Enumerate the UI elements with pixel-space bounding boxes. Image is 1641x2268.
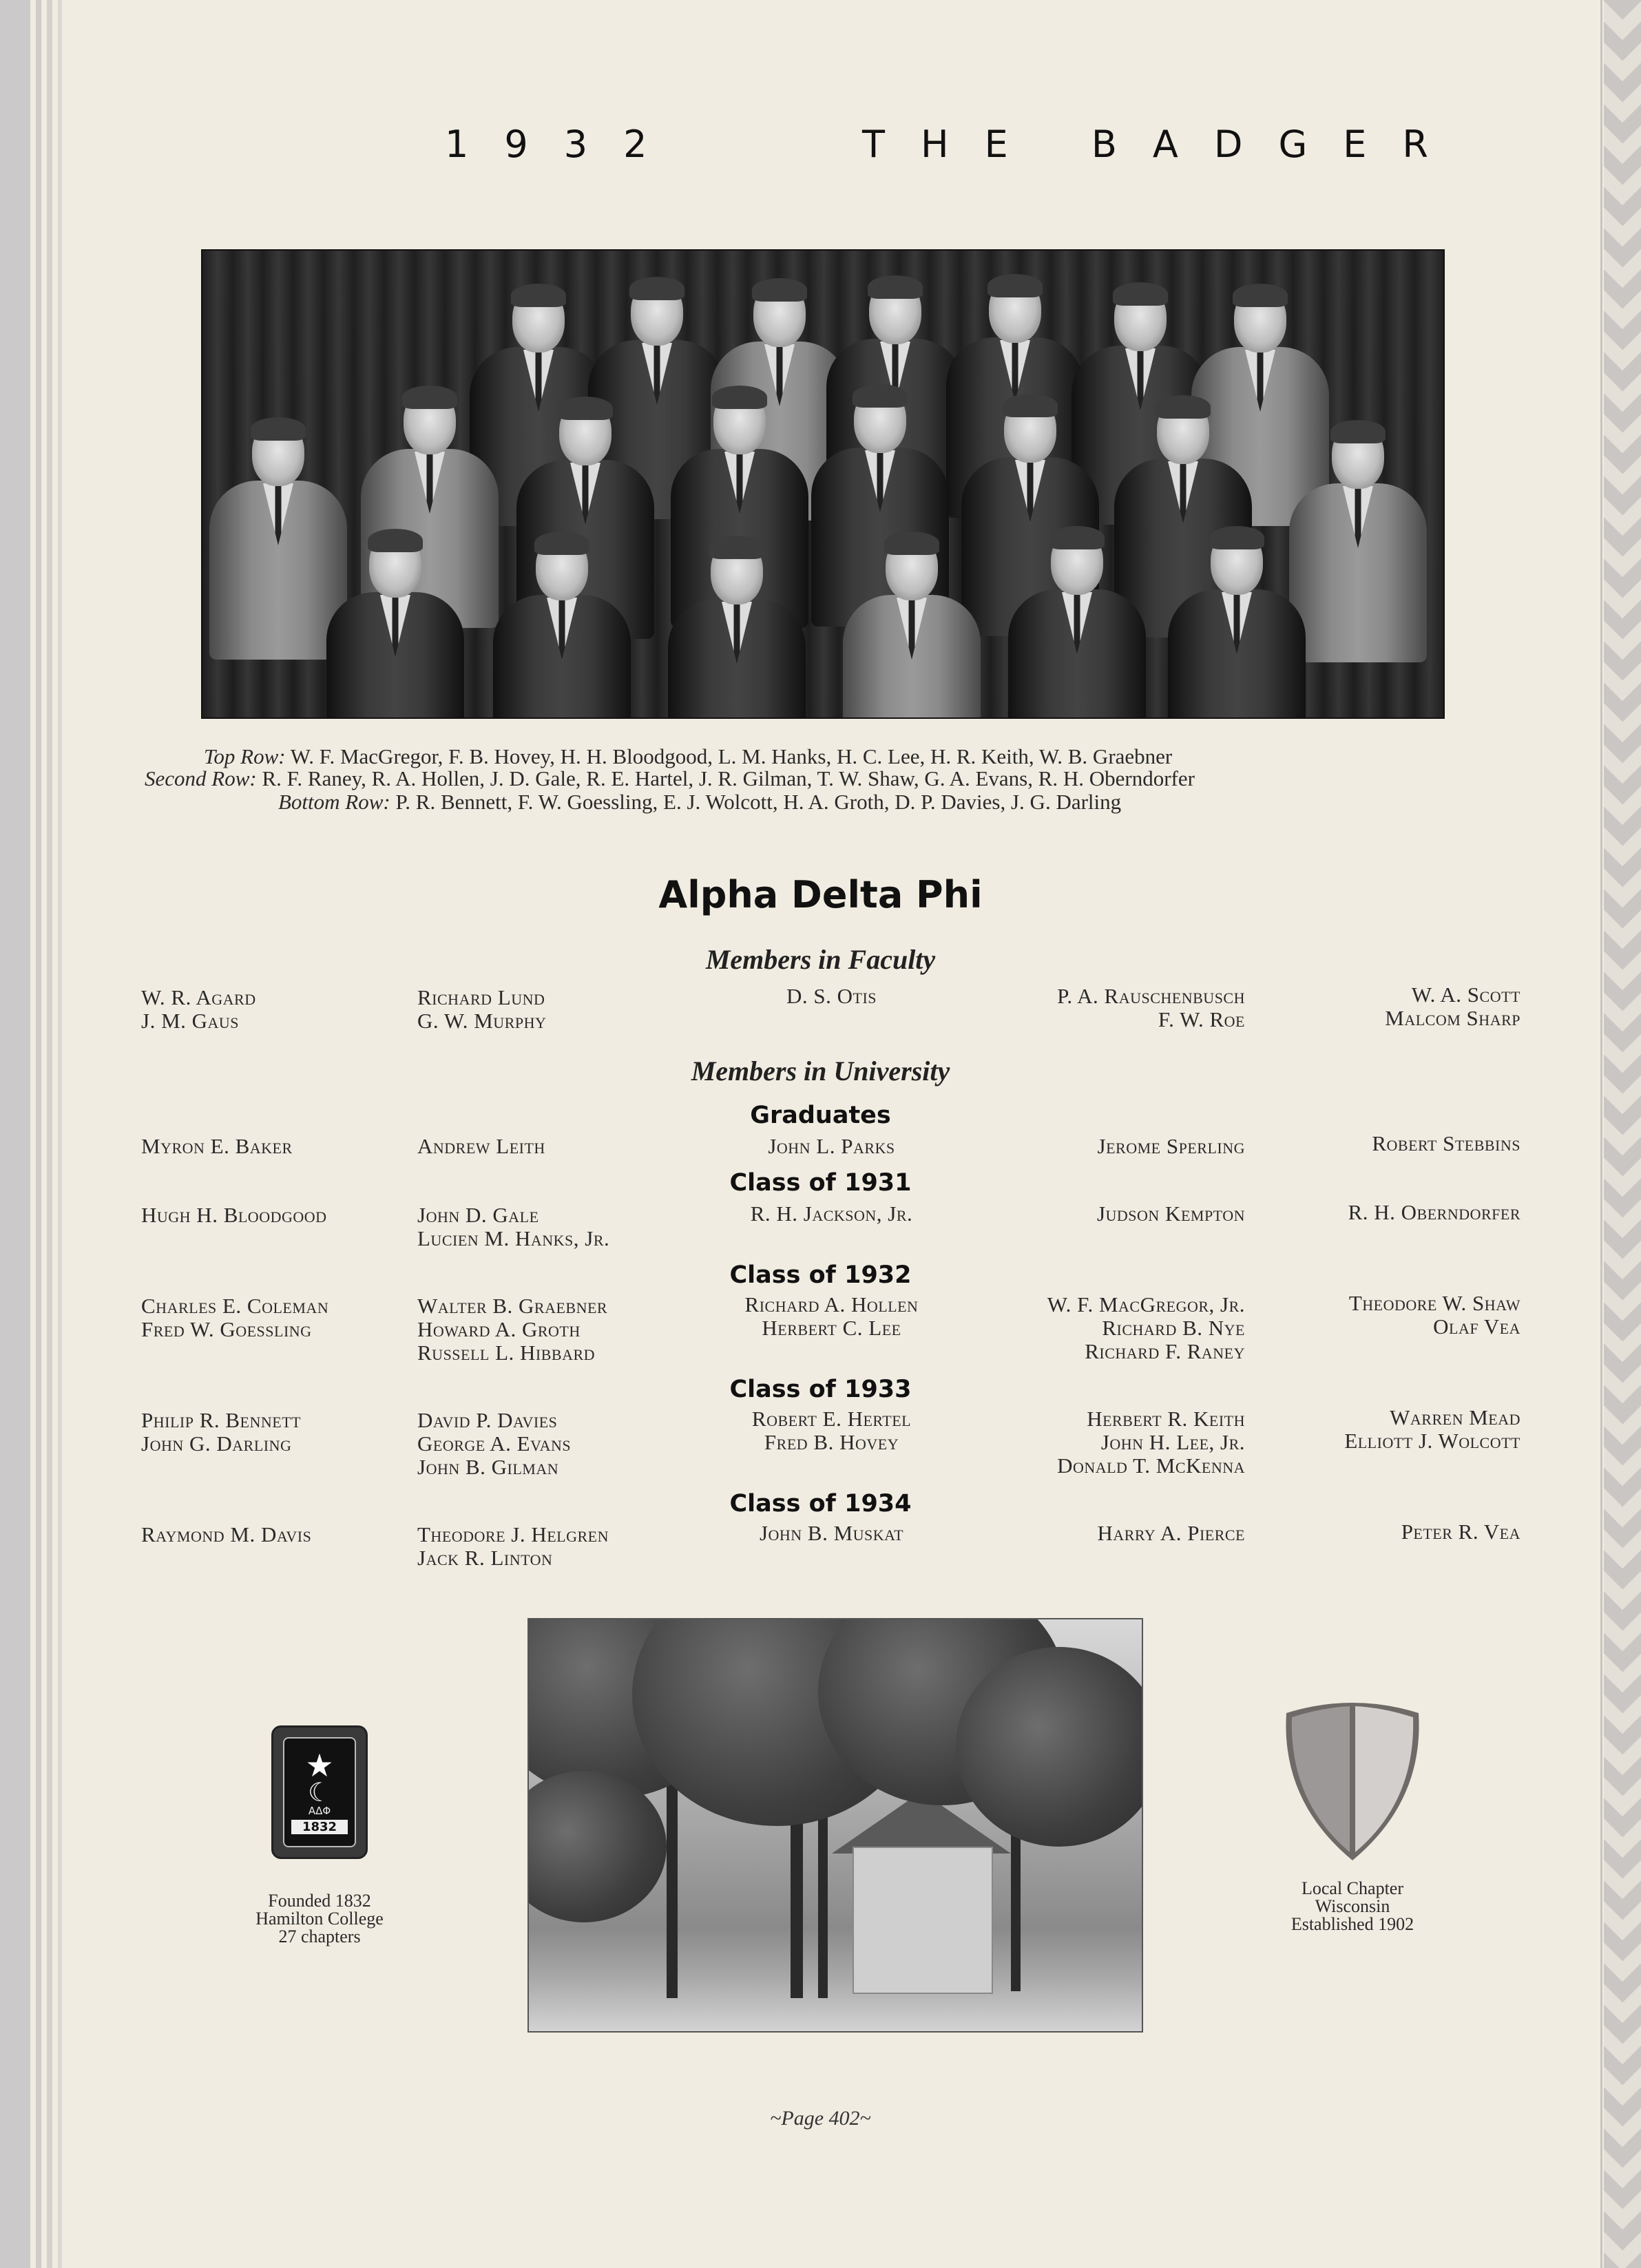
member-name: Walter B. Graebner	[417, 1294, 608, 1318]
member-name: Richard B. Nye	[1102, 1316, 1245, 1340]
caption-top-row	[204, 745, 1172, 768]
star-icon: ★	[305, 1747, 334, 1784]
chapter-title: Alpha Delta Phi	[658, 873, 983, 916]
member-name: Richard A. Hollen	[744, 1292, 919, 1316]
group-heading-1931: Class of 1931	[729, 1169, 912, 1197]
shield-icon	[1282, 1698, 1423, 1863]
member-name: F. W. Roe	[1158, 1007, 1245, 1031]
member-name: Robert E. Hertel	[751, 1407, 912, 1431]
group-column	[141, 1409, 301, 1456]
member-name: Richard Lund	[417, 985, 545, 1009]
member-name: W. A. Scott	[1411, 983, 1520, 1007]
member-name: R. H. Jackson, Jr.	[750, 1201, 913, 1226]
caption-bottom-row	[278, 790, 1121, 814]
member-name: Russell L. Hibbard	[417, 1341, 596, 1365]
founded-line: Founded 1832	[268, 1891, 371, 1911]
group-column	[417, 1523, 609, 1570]
member-name: David P. Davies	[417, 1408, 558, 1432]
group-column	[141, 1135, 293, 1158]
page-number: ~Page 402~	[770, 2107, 871, 2130]
faculty-heading: Members in Faculty	[705, 944, 936, 975]
member-name: Theodore W. Shaw	[1348, 1291, 1520, 1315]
member-name: Warren Mead	[1390, 1405, 1520, 1429]
member-name: John G. Darling	[141, 1431, 292, 1456]
caption-second-row	[145, 767, 1195, 790]
group-column	[417, 1294, 607, 1365]
member-name: Charles E. Coleman	[141, 1294, 329, 1318]
local-chapter-line: Wisconsin	[1315, 1896, 1390, 1916]
member-name: W. R. Agard	[141, 985, 256, 1009]
group-column	[417, 1409, 571, 1479]
founded-info	[223, 1892, 416, 1946]
member-name: Malcom Sharp	[1385, 1006, 1520, 1030]
caption-row-label: Second Row:	[145, 766, 257, 790]
faculty-column-1	[141, 986, 256, 1033]
member-name: Elliott J. Wolcott	[1344, 1429, 1520, 1453]
group-heading-1934: Class of 1934	[729, 1490, 912, 1518]
right-diamond-border	[1604, 0, 1641, 2268]
member-name: G. W. Murphy	[417, 1009, 547, 1033]
local-chapter-line: Established 1902	[1290, 1914, 1414, 1934]
member-name: R. H. Oberndorfer	[1348, 1200, 1520, 1224]
caption-row-names: W. F. MacGregor, F. B. Hovey, H. H. Bloodgood, L. M. Hanks, H. C. Lee, H. R. Keith, W. B. Graebner	[290, 744, 1173, 768]
member-name: Hugh H. Bloodgood	[141, 1203, 327, 1227]
member-name: Harry A. Pierce	[1097, 1521, 1245, 1545]
member-name: Howard A. Groth	[417, 1317, 581, 1341]
group-column	[1171, 1292, 1520, 1338]
group-photo	[201, 249, 1445, 719]
left-border-band	[0, 0, 30, 2268]
crescent-icon: ☾	[307, 1777, 332, 1807]
header-year: 1932	[445, 123, 683, 166]
faculty-column-2	[417, 986, 546, 1033]
founded-line: Hamilton College	[255, 1909, 384, 1929]
member-name: Herbert R. Keith	[1087, 1407, 1245, 1431]
group-column	[1171, 1201, 1520, 1224]
member-name: Andrew Leith	[417, 1134, 545, 1158]
member-name: Myron E. Baker	[141, 1134, 293, 1158]
member-name: Philip R. Bennett	[141, 1408, 302, 1432]
member-name: Fred W. Goessling	[141, 1317, 312, 1341]
member-name: Raymond M. Davis	[141, 1522, 312, 1546]
member-name: Olaf Vea	[1433, 1314, 1520, 1338]
caption-row-label: Bottom Row:	[278, 790, 390, 814]
member-name: Robert Stebbins	[1372, 1131, 1520, 1155]
member-name: Peter R. Vea	[1401, 1520, 1520, 1544]
group-column	[141, 1294, 328, 1341]
caption-row-names: P. R. Bennett, F. W. Goessling, E. J. Wolcott, H. A. Groth, D. P. Davies, J. G. Darling	[395, 790, 1122, 814]
local-chapter-info	[1255, 1880, 1450, 1933]
member-name: J. M. Gaus	[141, 1009, 240, 1033]
member-name: P. A. Rauschenbusch	[1057, 984, 1245, 1008]
right-border-line	[1600, 0, 1602, 2268]
member-name: Donald T. McKenna	[1057, 1453, 1245, 1478]
member-name: Fred B. Hovey	[764, 1430, 899, 1454]
faculty-column-5	[1171, 983, 1520, 1030]
founded-line: 27 chapters	[278, 1926, 361, 1946]
group-column	[1171, 1406, 1520, 1453]
member-name: John H. Lee, Jr.	[1100, 1430, 1245, 1454]
group-heading-graduates: Graduates	[750, 1102, 891, 1129]
group-column	[417, 1135, 545, 1158]
badge-year: 1832	[291, 1820, 348, 1834]
group-heading-1932: Class of 1932	[729, 1261, 912, 1289]
member-name: Lucien M. Hanks, Jr.	[417, 1226, 610, 1250]
member-name: W. F. MacGregor, Jr.	[1047, 1292, 1245, 1316]
caption-row-label: Top Row:	[204, 744, 286, 768]
member-name: Theodore J. Helgren	[417, 1522, 609, 1546]
group-column	[417, 1204, 609, 1250]
left-border-line	[47, 0, 52, 2268]
group-column	[141, 1523, 311, 1546]
group-column	[141, 1204, 327, 1227]
fraternity-badge-icon	[271, 1725, 368, 1859]
caption-row-names: R. F. Raney, R. A. Hollen, J. D. Gale, R. E. Hartel, J. R. Gilman, T. W. Shaw, G. A. Evans, R. H. Oberndorfer	[262, 766, 1195, 790]
member-name: Judson Kempton	[1096, 1201, 1245, 1226]
member-name: Herbert C. Lee	[762, 1316, 901, 1340]
member-name: John L. Parks	[768, 1134, 895, 1158]
badge-greek-letters: ΑΔΦ	[308, 1805, 331, 1817]
group-column	[1171, 1520, 1520, 1544]
chapter-house-photo	[527, 1618, 1143, 2033]
member-name: Jerome Sperling	[1097, 1134, 1245, 1158]
header-title: THE BADGER	[862, 123, 1464, 166]
group-heading-1933: Class of 1933	[729, 1376, 912, 1403]
member-name: Jack R. Linton	[417, 1546, 553, 1570]
member-name: D. S. Otis	[786, 984, 877, 1008]
member-name: John D. Gale	[417, 1203, 539, 1227]
local-chapter-line: Local Chapter	[1302, 1878, 1403, 1898]
member-name: John B. Gilman	[417, 1455, 559, 1479]
group-column	[1171, 1132, 1520, 1155]
left-border-line	[58, 0, 62, 2268]
member-name: Richard F. Raney	[1085, 1339, 1245, 1363]
left-border-line	[36, 0, 41, 2268]
university-heading: Members in University	[691, 1056, 950, 1086]
member-name: George A. Evans	[417, 1431, 572, 1456]
member-name: John B. Muskat	[759, 1521, 904, 1545]
